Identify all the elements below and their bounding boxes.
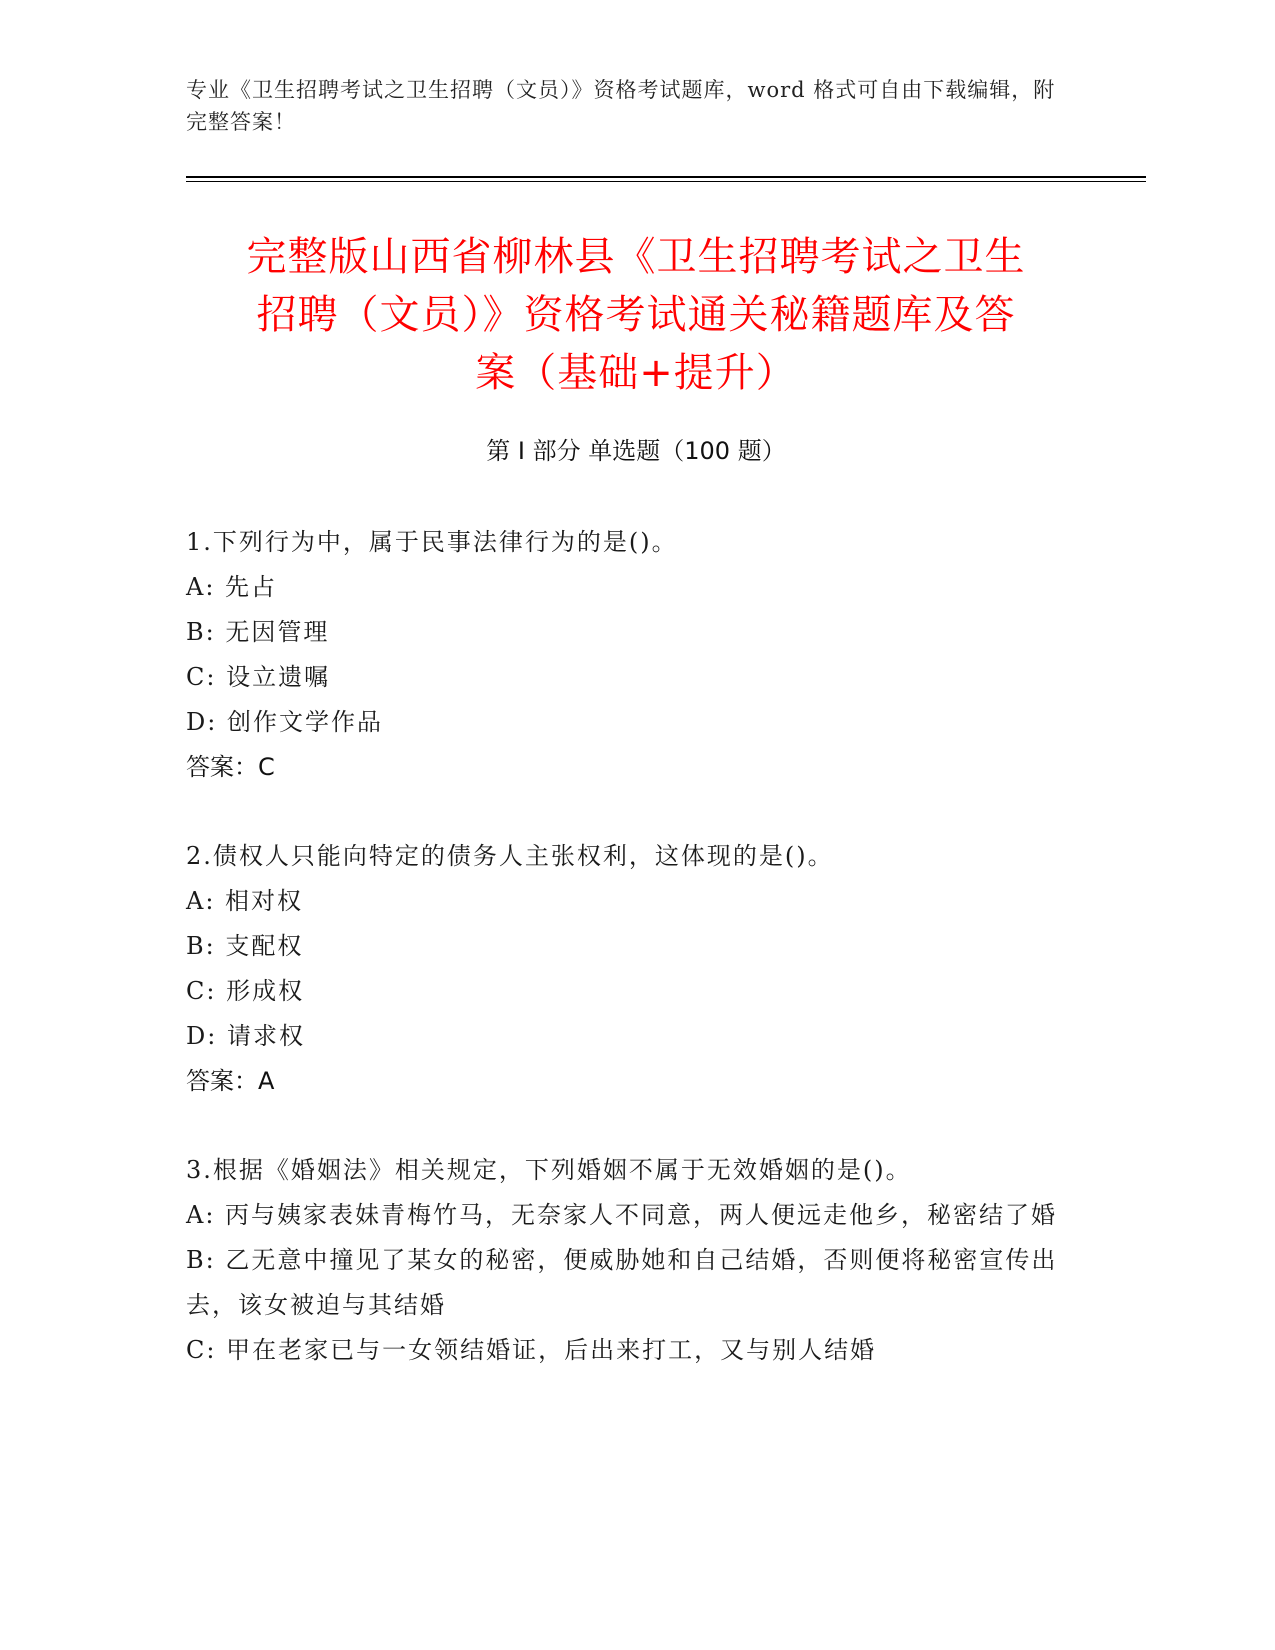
option-a: A: 相对权 (186, 887, 304, 915)
title-line-1: 完整版山西省柳林县《卫生招聘考试之卫生 (246, 234, 1026, 280)
answer-line: 答案：C (186, 753, 275, 781)
title-line-2: 招聘（文员）》资格考试通关秘籍题库及答 (256, 292, 1016, 338)
header-divider-thick (186, 176, 1146, 178)
header-note: 专业《卫生招聘考试之卫生招聘（文员）》资格考试题库，word 格式可自由下载编辑，附完整答案！ (186, 78, 1056, 134)
option-a: A: 先占 (186, 573, 278, 601)
option-d: D: 请求权 (186, 1022, 305, 1050)
section-heading: 第 I 部分 单选题（100 题） (486, 437, 786, 465)
option-d: D: 创作文学作品 (186, 708, 383, 736)
option-b: B: 无因管理 (186, 618, 330, 646)
question-list (186, 520, 1066, 1417)
header-divider-thin (186, 181, 1146, 182)
question-item (186, 834, 1066, 1104)
option-b: B: 乙无意中撞见了某女的秘密，便威胁她和自己结婚，否则便将秘密宣传出去，该女被迫与其结婚 (186, 1246, 1058, 1319)
question-stem: 3.根据《婚姻法》相关规定，下列婚姻不属于无效婚姻的是()。 (186, 1156, 912, 1184)
document-title (186, 228, 1086, 402)
title-line-3: 案（基础+提升） (475, 350, 797, 396)
option-c: C: 甲在老家已与一女领结婚证，后出来打工，又与别人结婚 (186, 1336, 877, 1364)
question-stem: 1.下列行为中，属于民事法律行为的是()。 (186, 528, 678, 556)
answer-line: 答案：A (186, 1067, 275, 1095)
option-a: A: 丙与姨家表妹青梅竹马，无奈家人不同意，两人便远走他乡，秘密结了婚 (186, 1201, 1058, 1229)
option-c: C: 形成权 (186, 977, 305, 1005)
question-item (186, 520, 1066, 790)
option-c: C: 设立遗嘱 (186, 663, 331, 691)
question-stem: 2.债权人只能向特定的债务人主张权利，这体现的是()。 (186, 842, 834, 870)
option-b: B: 支配权 (186, 932, 304, 960)
question-item (186, 1148, 1066, 1373)
